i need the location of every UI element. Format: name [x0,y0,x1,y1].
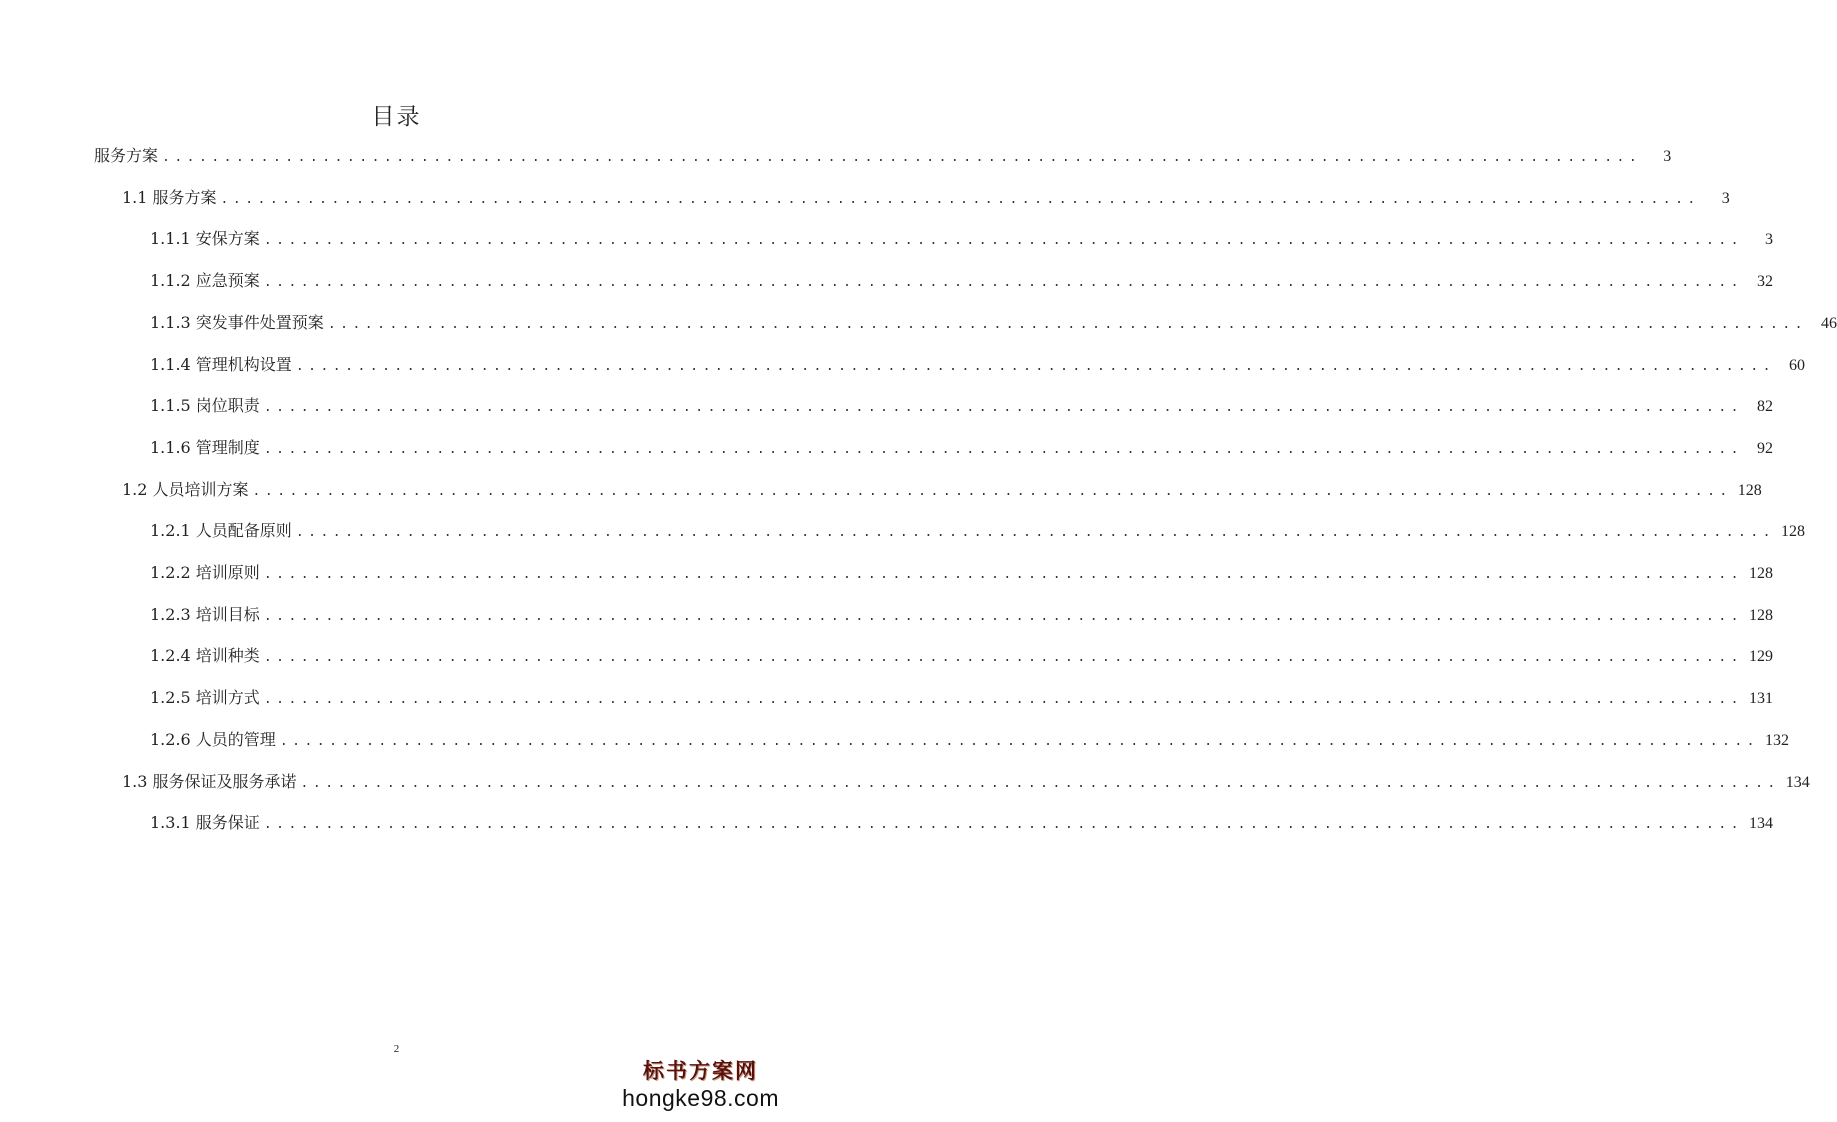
watermark-en-text: hongke98.com [622,1085,779,1111]
toc-entry-title: 1.2.5 培训方式 [150,688,260,708]
toc-dot-leader: ........................................................................................................................ [263,692,1744,708]
toc-entry[interactable] [122,185,1730,215]
toc-entry[interactable] [94,143,1672,173]
toc-entry-title: 1.3.1 服务保证 [150,813,260,833]
toc-entry-page: 82 [1757,398,1774,416]
toc-entry[interactable] [150,268,1774,298]
toc-entry-page: 134 [1749,815,1774,833]
toc-entry-page: 46 [1821,314,1837,332]
toc-entry[interactable] [150,643,1774,673]
toc-entry-title: 1.1 服务方案 [122,187,217,207]
page-number: 2 [393,1043,400,1055]
toc-entry-title: 1.1.2 应急预案 [150,271,260,291]
toc-entry-title: 1.2.6 人员的管理 [150,729,276,749]
toc-entry[interactable] [150,226,1774,256]
toc-dot-leader: ........................................................................................................................ [327,316,1808,332]
toc-entry-title: 1.2.3 培训目标 [150,604,260,624]
toc-entry[interactable] [150,393,1774,423]
toc-entry-page: 132 [1765,731,1790,749]
toc-entry[interactable] [122,769,1810,799]
watermark-cn-text: 标书方案网 [643,1059,759,1083]
toc-dot-leader: ........................................................................................................................ [295,358,1776,374]
toc-dot-leader: ........................................................................................................................ [162,150,1642,165]
toc-dot-leader: ........................................................................................................................ [263,608,1744,624]
toc-entry-title: 1.2.1 人员配备原则 [150,521,292,541]
toc-dot-leader: ........................................................................................................................ [263,650,1744,666]
toc-entry-title: 1.1.3 突发事件处置预案 [150,312,324,332]
watermark-logo [622,1055,779,1112]
toc-dot-leader: ........................................................................................................................ [263,275,1744,291]
toc-entry-title: 1.2 人员培训方案 [122,479,249,499]
toc-entry-title: 1.1.1 安保方案 [150,229,260,249]
toc-dot-leader: ........................................................................................................................ [300,775,1780,791]
toc-entry-page: 3 [1765,231,1774,249]
toc-entry-page: 128 [1781,523,1806,541]
toc-dot-leader: ........................................................................................................................ [263,400,1744,416]
toc-entry[interactable] [150,685,1774,715]
toc-dot-leader: ........................................................................................................................ [263,567,1744,582]
toc-entry-title: 1.1.5 岗位职责 [150,396,260,416]
page-title: 目录 [371,104,422,130]
toc-entry[interactable] [150,602,1774,632]
toc-entry-page: 128 [1737,481,1762,499]
toc-entry-page: 134 [1785,773,1810,791]
toc-entry-title: 服务方案 [94,146,159,165]
toc-entry-page: 128 [1749,565,1774,582]
toc-entry[interactable] [150,727,1790,757]
toc-entry-title: 1.1.6 管理制度 [150,437,260,457]
toc-entry[interactable] [150,435,1774,465]
toc-entry[interactable] [122,477,1762,507]
toc-dot-leader: ........................................................................................................................ [263,441,1744,457]
toc-entry-page: 32 [1757,273,1774,291]
toc-entry-page: 3 [1663,148,1672,165]
toc-entry-title: 1.3 服务保证及服务承诺 [122,771,297,791]
toc-dot-leader: ........................................................................................................................ [279,733,1760,749]
toc-dot-leader: ........................................................................................................................ [263,817,1744,833]
toc-entry-title: 1.2.4 培训种类 [150,646,260,666]
toc-entry[interactable] [150,310,1837,340]
toc-entry-page: 3 [1721,189,1730,207]
toc-dot-leader: ........................................................................................................................ [220,191,1700,207]
toc-entry-page: 129 [1749,648,1774,666]
toc-entry[interactable] [150,810,1774,840]
toc-entry-title: 1.1.4 管理机构设置 [150,354,292,374]
toc-entry-page: 131 [1749,690,1774,708]
toc-entry-title: 1.2.2 培训原则 [150,563,260,582]
toc-entry-page: 60 [1789,356,1806,374]
toc-entry-page: 128 [1749,606,1774,624]
toc-dot-leader: ........................................................................................................................ [252,483,1732,499]
toc-entry[interactable] [150,560,1774,590]
toc-entry[interactable] [150,518,1806,548]
toc-dot-leader: ........................................................................................................................ [263,233,1744,249]
toc-dot-leader: ........................................................................................................................ [295,525,1776,541]
toc-entry-page: 92 [1757,439,1774,457]
toc-entry[interactable] [150,352,1806,382]
